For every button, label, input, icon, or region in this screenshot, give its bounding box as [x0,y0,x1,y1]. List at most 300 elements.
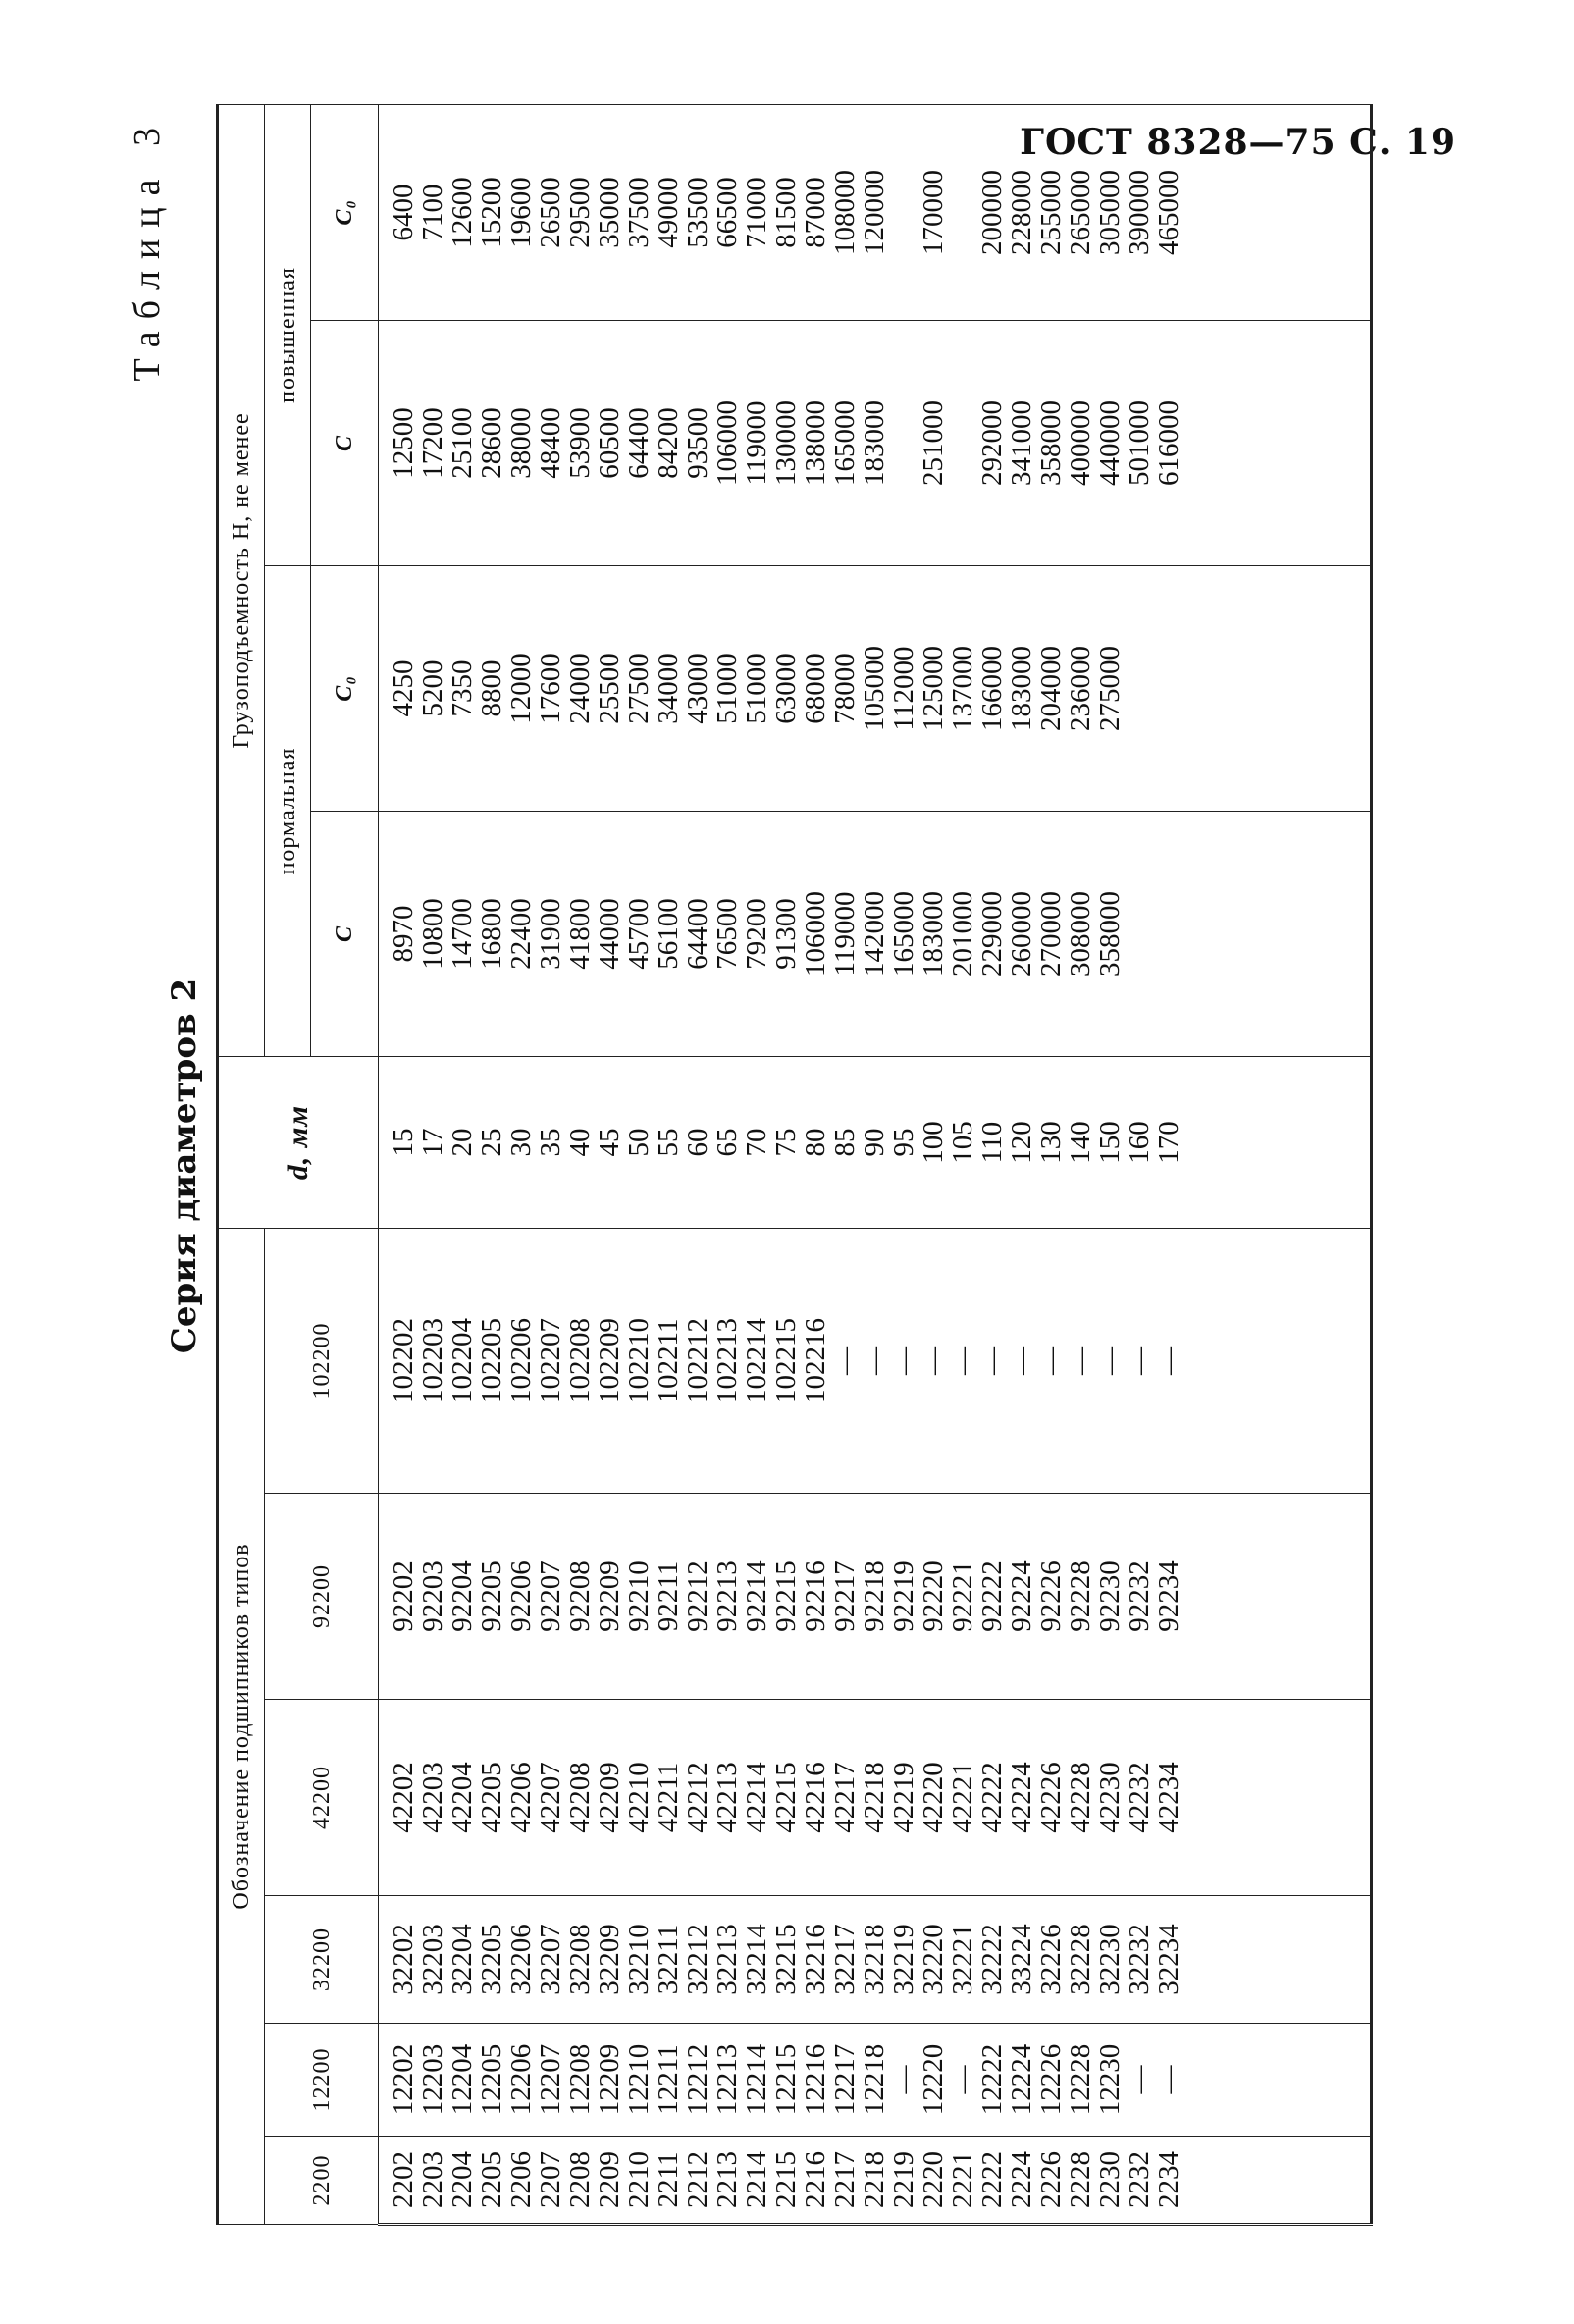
table-cell: 42219 [888,1762,919,1833]
table-cell [1125,568,1154,809]
table-cell: — [918,1347,949,1375]
table-cell: 42222 [976,1762,1008,1833]
table-cell: 12208 [564,2043,596,2116]
table-cell: 32232 [1124,1924,1155,1995]
table-cell: 2203 [417,2151,448,2208]
table-cell: 2209 [594,2151,625,2208]
table-cell: 32234 [1153,1924,1184,1995]
table-cell: 35000 [594,177,625,248]
table-cell: 2232 [1124,2151,1155,2208]
table-cell: 17600 [535,653,566,724]
table-cell: 2212 [682,2151,713,2208]
table-cell [1125,814,1154,1054]
table-cell: 105 [947,1121,978,1164]
table-cell: 51000 [711,653,743,724]
table-cell: 102214 [741,1318,772,1403]
table-cell: 150 [1094,1121,1126,1164]
table-cell: 92230 [1094,1560,1126,1632]
table-cell: 22400 [505,898,537,970]
table-cell: 45700 [623,898,655,970]
table-cell: — [947,2065,978,2094]
table-cell: 102210 [623,1318,655,1403]
column-normal-c0 [379,566,1372,812]
table-cell: 32203 [417,1924,448,1995]
table-cell: 16800 [476,898,507,970]
table-cell: 12222 [976,2043,1008,2116]
table-cell: 20 [446,1128,478,1157]
table-cell: 92219 [888,1560,919,1632]
table-cell: 183000 [1006,646,1037,731]
table-cell: 24000 [564,653,596,724]
table-cell: 358000 [1035,400,1067,486]
table-cell: 92203 [417,1560,448,1632]
table-cell: 32202 [388,1924,419,1995]
table-cell: 51000 [741,653,772,724]
table-cell: 32214 [741,1924,772,1995]
table-cell: 93500 [682,407,713,479]
table-cell: 76500 [711,898,743,970]
table-cell: 102205 [476,1318,507,1403]
table-cell: 37500 [623,177,655,248]
table-cell: 32210 [623,1924,655,1995]
table-cell: 92207 [535,1560,566,1632]
table-cell: 12213 [711,2043,743,2116]
table-cell: 137000 [947,646,978,731]
table-cell: 64400 [682,898,713,970]
table-cell: 42212 [682,1762,713,1833]
table-cell [889,323,918,563]
header-normal: нормальная [265,566,311,1057]
table-cell: 42208 [564,1762,596,1833]
table-cell: 92210 [623,1560,655,1632]
table-cell: 49000 [653,177,684,248]
table-cell: 2214 [741,2151,772,2208]
table-cell: 183000 [918,891,949,977]
table-cell: 400000 [1065,400,1096,486]
table-cell: 42214 [741,1762,772,1833]
table-cell: 12000 [505,653,537,724]
table-cell: 42204 [446,1762,478,1833]
table-cell: 2210 [623,2151,655,2208]
table-cell: 12212 [682,2043,713,2116]
table-cell: 32226 [1035,1924,1067,1995]
table-cell: 32207 [535,1924,566,1995]
table-cell: 30 [505,1128,537,1157]
table-cell: 92222 [976,1560,1008,1632]
header-type-42200: 42200 [265,1700,379,1896]
table-cell: 305000 [1094,169,1126,255]
table-cell: 12216 [800,2043,831,2116]
table-cell: 2206 [505,2151,537,2208]
table-cell: 26500 [535,177,566,248]
table-cell [889,107,918,318]
table-cell: 32208 [564,1924,596,1995]
table-cell: 12230 [1094,2043,1126,2116]
table-cell: 12202 [388,2043,419,2116]
table-cell: — [829,1347,861,1375]
table-cell: 142000 [859,891,890,977]
table-cell: 12209 [594,2043,625,2116]
table-cell: 2208 [564,2151,596,2208]
table-cell: 12500 [388,407,419,479]
table-cell: 55 [653,1128,684,1157]
table-cell: 275000 [1094,646,1126,731]
table-cell: 2230 [1094,2151,1126,2208]
table-cell: 42218 [859,1762,890,1833]
table-cell: 60500 [594,407,625,479]
table-cell: 501000 [1124,400,1155,486]
table-cell: 70 [741,1128,772,1157]
table-cell: 92228 [1065,1560,1096,1632]
table-cell: 2219 [888,2151,919,2208]
column-92200 [379,1494,1372,1700]
table-cell: 92217 [829,1560,861,1632]
table-cell: 44000 [594,898,625,970]
table-cell: 42228 [1065,1762,1096,1833]
table-cell: 92202 [388,1560,419,1632]
table-cell: 106000 [800,891,831,977]
table-cell: 2222 [976,2151,1008,2208]
table-cell: 32222 [976,1924,1008,1995]
table-cell: 87000 [800,177,831,248]
table-cell: 32213 [711,1924,743,1995]
table-cell [948,323,977,563]
table-cell: 32220 [918,1924,949,1995]
table-cell: 465000 [1153,169,1184,255]
table-cell: 130 [1035,1121,1067,1164]
table-cell: 42202 [388,1762,419,1833]
header-increased: повышенная [265,104,311,565]
table-cell: 125000 [918,646,949,731]
table-cell: 32216 [800,1924,831,1995]
table-cell: 42210 [623,1762,655,1833]
rotated-table-block [128,106,1403,2226]
table-cell: 15 [388,1128,419,1157]
table-cell: 10800 [417,898,448,970]
table-cell: 50 [623,1128,655,1157]
table-body-row [379,104,1372,2224]
table-cell: 42211 [653,1762,684,1833]
column-increased-c [379,321,1372,566]
header-increased-c0: C₀ [311,104,379,320]
table-cell [948,107,977,318]
column-2200 [379,2137,1372,2225]
table-cell: 616000 [1153,400,1184,486]
table-cell: 170 [1153,1121,1184,1164]
table-cell: 292000 [976,400,1008,486]
table-cell: 25 [476,1128,507,1157]
table-cell: 8970 [388,905,419,963]
table-cell: 65 [711,1128,743,1157]
table-cell: 32206 [505,1924,537,1995]
table-cell: 120000 [859,169,890,255]
table-cell: 28600 [476,407,507,479]
table-cell: 2204 [446,2151,478,2208]
table-cell: 228000 [1006,169,1037,255]
table-cell: 165000 [888,891,919,977]
table-cell: 119000 [829,891,861,977]
table-cell: 270000 [1035,891,1067,977]
table-cell: 12204 [446,2043,478,2116]
header-type-102200: 102200 [265,1229,379,1494]
table-cell: 42205 [476,1762,507,1833]
table-cell: 308000 [1065,891,1096,977]
table-cell: 2211 [653,2151,684,2208]
column-d-mm [379,1057,1372,1229]
table-cell: — [947,1347,978,1375]
table-cell: 236000 [1065,646,1096,731]
table-cell: 440000 [1094,400,1126,486]
table-cell: 102204 [446,1318,478,1403]
table-cell: 183000 [859,400,890,486]
header-type-92200: 92200 [265,1494,379,1700]
table-cell: 42206 [505,1762,537,1833]
table-cell: 84200 [653,407,684,479]
table-cell: 25100 [446,407,478,479]
header-d-mm: d, мм [218,1057,379,1229]
header-normal-c: C [311,812,379,1057]
table-cell: 42226 [1035,1762,1067,1833]
table-cell: 66500 [711,177,743,248]
table-cell: 12600 [446,177,478,248]
table-cell: 102206 [505,1318,537,1403]
table-cell: 170000 [918,169,949,255]
table-cell: 42221 [947,1762,978,1833]
table-caption: Таблица 3 [127,116,168,382]
table-cell: 56100 [653,898,684,970]
header-type-2200: 2200 [265,2137,379,2225]
table-cell: 265000 [1065,169,1096,255]
table-cell: 92205 [476,1560,507,1632]
table-cell: 358000 [1094,891,1126,977]
table-cell: 2224 [1006,2151,1037,2208]
table-cell: 42216 [800,1762,831,1833]
table-cell: 119000 [741,400,772,486]
table-cell: 251000 [918,400,949,486]
table-cell: 138000 [800,400,831,486]
header-designation-group: Обозначение подшипников типов [218,1229,265,2225]
table-cell: 165000 [829,400,861,486]
table-cell: 95 [888,1128,919,1157]
table-cell: 92206 [505,1560,537,1632]
table-cell: 12220 [918,2043,949,2116]
table-cell: 12226 [1035,2043,1067,2116]
table-cell: 92213 [711,1560,743,1632]
header-type-12200: 12200 [265,2024,379,2137]
table-cell: 60 [682,1128,713,1157]
table-cell: 12205 [476,2043,507,2116]
table-cell: 32228 [1065,1924,1096,1995]
table-cell: — [1153,2065,1184,2094]
table-cell: 7350 [446,660,478,717]
table-cell: 15200 [476,177,507,248]
table-cell: 108000 [829,169,861,255]
column-normal-c [379,812,1372,1057]
table-cell: 75 [770,1128,802,1157]
table-cell: 102208 [564,1318,596,1403]
table-cell: 12215 [770,2043,802,2116]
table-cell: 2226 [1035,2151,1067,2208]
table-cell: 160 [1124,1121,1155,1164]
table-cell: 102202 [388,1318,419,1403]
table-cell: 42232 [1124,1762,1155,1833]
table-cell: 32209 [594,1924,625,1995]
table-cell: 32230 [1094,1924,1126,1995]
table-cell: 92208 [564,1560,596,1632]
table-cell: 92215 [770,1560,802,1632]
table-cell: 6400 [388,184,419,241]
table-cell: 34000 [653,653,684,724]
table-cell: — [1124,1347,1155,1375]
table-cell: 45 [594,1128,625,1157]
table-cell: 2228 [1065,2151,1096,2208]
header-type-32200: 32200 [265,1896,379,2024]
table-cell: — [888,2065,919,2094]
table-cell: 14700 [446,898,478,970]
table-cell: 17200 [417,407,448,479]
table-cell: 102203 [417,1318,448,1403]
table-cell: 32217 [829,1924,861,1995]
table-cell: — [859,1347,890,1375]
table-cell: 2221 [947,2151,978,2208]
table-cell: — [1094,1347,1126,1375]
table-cell: 42224 [1006,1762,1037,1833]
table-cell: 2215 [770,2151,802,2208]
table-cell: 255000 [1035,169,1067,255]
table-cell: 17 [417,1128,448,1157]
table-cell: 42203 [417,1762,448,1833]
table-cell: 29500 [564,177,596,248]
table-cell: 92212 [682,1560,713,1632]
table-cell: 71000 [741,177,772,248]
table-cell: 2218 [859,2151,890,2208]
table-cell: 112000 [888,646,919,731]
table-cell [1154,814,1183,1054]
table-cell: 12210 [623,2043,655,2116]
table-cell: 110 [976,1121,1008,1164]
table-cell: 32211 [653,1924,684,1995]
table-cell: 12228 [1065,2043,1096,2116]
table-cell: 12203 [417,2043,448,2116]
table-cell: 81500 [770,177,802,248]
table-cell: 390000 [1124,169,1155,255]
table-cell: 25500 [594,653,625,724]
table-cell: 105000 [859,646,890,731]
table-cell: 41800 [564,898,596,970]
table-cell: 79200 [741,898,772,970]
table-cell: 2207 [535,2151,566,2208]
table-cell: — [1065,1347,1096,1375]
table-cell: 42209 [594,1762,625,1833]
table-cell: 166000 [976,646,1008,731]
table-cell: 53900 [564,407,596,479]
table-cell: 42207 [535,1762,566,1833]
header-normal-c0: C₀ [311,566,379,812]
table-cell: 32204 [446,1924,478,1995]
table-cell: 2205 [476,2151,507,2208]
table-cell: 92209 [594,1560,625,1632]
table-cell: 48400 [535,407,566,479]
table-cell: 32218 [859,1924,890,1995]
table-cell: 260000 [1006,891,1037,977]
table-cell: 90 [859,1128,890,1157]
column-102200 [379,1229,1372,1494]
table-cell: 32221 [947,1924,978,1995]
table-cell: 92211 [653,1560,684,1632]
table-cell: 201000 [947,891,978,977]
table-cell: 12214 [741,2043,772,2116]
table-cell: 42215 [770,1762,802,1833]
table-cell: 2220 [918,2151,949,2208]
table-cell: — [1035,1347,1067,1375]
table-cell: 5200 [417,660,448,717]
table-cell: 12207 [535,2043,566,2116]
table-cell: 12206 [505,2043,537,2116]
series-title: Серия диаметров 2 [165,977,204,1354]
table-cell: 68000 [800,653,831,724]
table-cell: 92232 [1124,1560,1155,1632]
table-cell: 92224 [1006,1560,1037,1632]
bearing-table [216,104,1373,2226]
table-cell: 43000 [682,653,713,724]
table-cell: 92218 [859,1560,890,1632]
table-cell: — [976,1347,1008,1375]
table-cell: 140 [1065,1121,1096,1164]
table-cell: — [1006,1347,1037,1375]
table-cell: 31900 [535,898,566,970]
table-cell: 92214 [741,1560,772,1632]
table-cell: 32212 [682,1924,713,1995]
table-cell: 102209 [594,1318,625,1403]
table-cell: 92226 [1035,1560,1067,1632]
table-cell: 2217 [829,2151,861,2208]
table-cell: 2213 [711,2151,743,2208]
table-cell: 42220 [918,1762,949,1833]
header-increased-c: C [311,321,379,566]
table-cell: 7100 [417,184,448,241]
table-cell: 91300 [770,898,802,970]
table-cell: 63000 [770,653,802,724]
table-cell: 120 [1006,1121,1037,1164]
table-cell: 40 [564,1128,596,1157]
table-cell: 8800 [476,660,507,717]
table-cell: 204000 [1035,646,1067,731]
table-cell: 53500 [682,177,713,248]
column-increased-c0 [379,104,1372,320]
table-cell: 19600 [505,177,537,248]
table-cell: 12224 [1006,2043,1037,2116]
table-cell: 80 [800,1128,831,1157]
table-cell: 92204 [446,1560,478,1632]
table-cell: 341000 [1006,400,1037,486]
table-cell: 12211 [653,2044,684,2115]
table-cell: 27500 [623,653,655,724]
table-cell: — [1124,2065,1155,2094]
table-cell: 130000 [770,400,802,486]
table-cell: 42217 [829,1762,861,1833]
table-cell: 2202 [388,2151,419,2208]
column-32200 [379,1896,1372,2024]
table-cell: 92221 [947,1560,978,1632]
column-12200 [379,2024,1372,2137]
table-cell: 33224 [1006,1924,1037,1995]
table-cell: 42213 [711,1762,743,1833]
table-cell: 92234 [1153,1560,1184,1632]
table-cell: 32219 [888,1924,919,1995]
table-cell: 12217 [829,2043,861,2116]
table-cell: — [888,1347,919,1375]
table-cell: 106000 [711,400,743,486]
